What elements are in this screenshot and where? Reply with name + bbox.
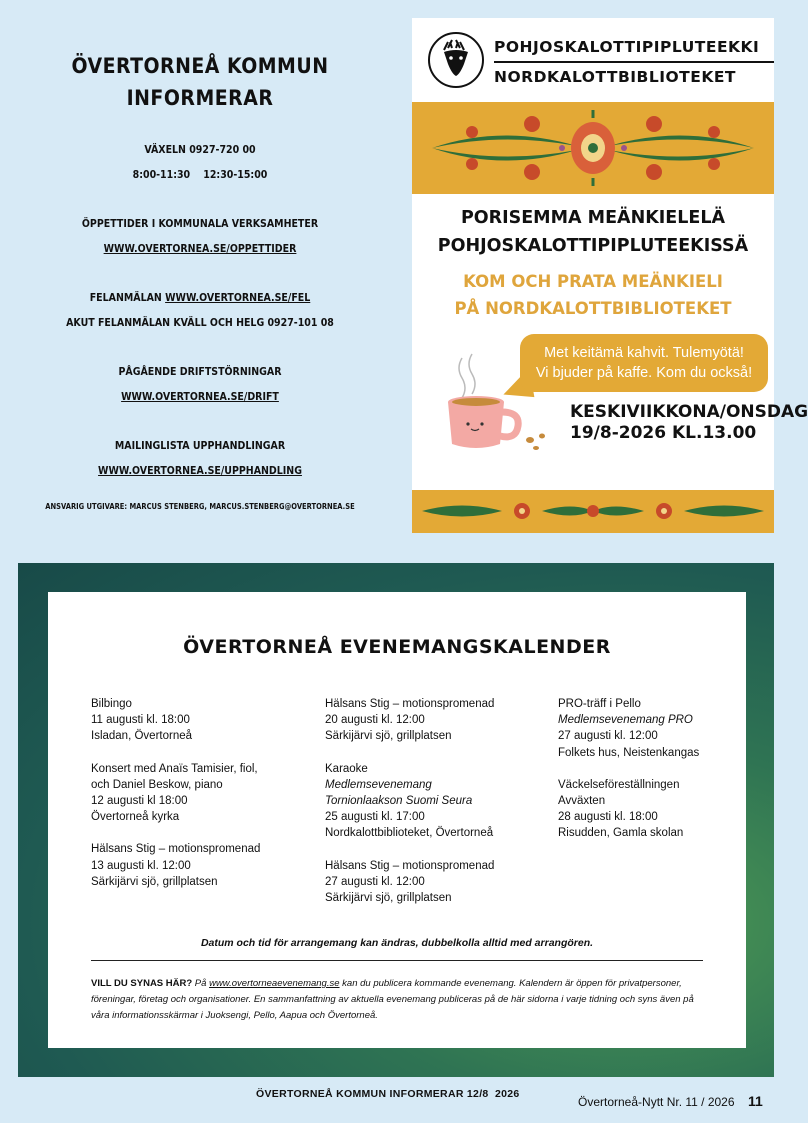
event-line: 11 augusti kl. 18:00 [91,714,190,727]
event-line-italic: Tornionlaakson Suomi Seura [325,795,473,808]
event-line: Avväxten [558,795,606,808]
logo-divider [494,61,774,63]
calendar-column-2 [325,696,540,922]
calendar-column-3 [558,696,738,858]
oppettider-label: ÖPPETTIDER I KOMMUNALA VERKSAMHETER [81,218,319,230]
poster-date-line2: 19/8-2026 KL.13.00 [570,423,757,443]
event-line: 27 augusti kl. 12:00 [558,730,658,743]
reindeer-logo-icon [428,32,484,88]
akut-felanmalan: AKUT FELANMÄLAN KVÄLL OCH HELG 0927-101 08 [66,317,334,329]
event-line: och Daniel Beskow, piano [91,778,223,791]
kommun-info [40,50,360,511]
upphandling-link[interactable]: WWW.OVERTORNEA.SE/UPPHANDLING [98,465,302,477]
event-line: 25 augusti kl. 17:00 [325,811,425,824]
page-number: 11 [748,1093,763,1109]
event-konsert [91,761,301,826]
poster-date-line1: KESKIVIIKKONA/ONSDAG [570,402,808,422]
event-line: Övertorneå kyrka [91,811,180,824]
poster-heading-fi-line1: PORISEMMA MEÄNKIELELÄ [460,208,726,228]
logo-text-sv: NORDKALOTTBIBLIOTEKET [494,68,737,86]
bubble-text-fi: Met keitämä kahvit. Tulemyötä! [544,345,744,361]
info-title-line2: INFORMERAR [126,86,274,110]
calendar-column-1 [91,696,301,906]
poster-heading-sv-line1: KOM OCH PRATA MEÄNKIELI [463,272,723,291]
event-line: Väckelseföreställningen [558,778,680,791]
synas-har-text [91,976,711,1024]
event-line: Hälsans Stig – motionspromenad [91,843,261,856]
event-vackelse [558,777,738,842]
logo-text-fi: POHJOSKALOTTIPIPLUTEEKKI [494,38,760,56]
event-line: Hälsans Stig – motionspromenad [325,698,495,710]
poster-heading-sv-line2: PÅ NORDKALOTTBIBLIOTEKET [454,299,732,318]
oppettider-link[interactable]: WWW.OVERTORNEA.SE/OPPETTIDER [103,243,297,255]
event-line: Isladan, Övertorneå [91,730,193,743]
event-line: Karaoke [325,762,368,775]
event-line: 13 augusti kl. 12:00 [91,859,191,872]
calendar-divider [91,960,703,961]
synas-heading: VILL DU SYNAS HÄR? [91,978,193,989]
mail-label: MAILINGLISTA UPPHANDLINGAR [114,440,286,452]
event-line: Folkets hus, Neistenkangas [558,746,700,759]
event-line-italic: Medlemsevenemang PRO [558,714,693,727]
event-line: Särkijärvi sjö, grillplatsen [91,875,218,888]
folk-ornament-band-top [412,102,774,194]
event-line: Bilbingo [91,698,132,710]
speech-bubble [520,334,768,392]
event-line: Särkijärvi sjö, grillplatsen [325,892,452,905]
event-line: PRO-träff i Pello [558,698,641,710]
event-halsans-stig-20 [325,696,540,745]
event-bilbingo [91,696,301,745]
felanmalan-link[interactable]: WWW.OVERTORNEA.SE/FEL [165,292,311,304]
ansvarig-utgivare: ANSVARIG UTGIVARE: MARCUS STENBERG, MARCUS.STENBERG@OVERTORNEA.SE [45,502,355,511]
poster-heading-fi-line2: POHJOSKALOTTIPIPLUTEEKISSÄ [437,236,749,256]
evenemang-link[interactable]: www.overtorneaevenemang.se [209,978,340,989]
event-halsans-stig-27 [325,858,540,907]
library-logo [428,30,768,92]
calendar-title: ÖVERTORNEÅ EVENEMANGSKALENDER [183,636,611,658]
event-line: Risudden, Gamla skolan [558,827,684,840]
drift-label: PÅGÅENDE DRIFTSTÖRNINGAR [118,366,282,378]
poster-heading-fi [412,204,774,260]
event-karaoke [325,761,540,842]
synas-pre: På [192,978,210,989]
event-calendar [48,592,746,1048]
opening-hours: 8:00-11:30 12:30-15:00 [132,169,268,181]
event-line-italic: Medlemsevenemang [325,778,432,791]
event-halsans-stig-13 [91,841,301,890]
bubble-text-sv: Vi bjuder på kaffe. Kom du också! [535,365,753,381]
calendar-note: Datum och tid för arrangemang kan ändras, dubbelkolla alltid med arrangören. [200,937,594,949]
poster-date [570,402,808,444]
poster-heading-sv [412,268,774,322]
synas-body: kan du publicera kommande evenemang. Kalendern är öppen för privatpersoner, föreningar, företag och organisationer. En sammanfattning av aktuella evenemang publiceras på de här sidorna i varje tidning och syns även på våra informationsskärmar i Juoksengi, Pello, Aapua och Övertorneå. [91,978,694,1021]
event-line: Nordkalottbiblioteket, Övertorneå [325,827,494,840]
drift-link[interactable]: WWW.OVERTORNEA.SE/DRIFT [121,391,279,403]
event-pro-traff [558,696,738,761]
event-line: 20 augusti kl. 12:00 [325,714,425,727]
event-line: 12 augusti kl 18:00 [91,795,188,808]
footer-publication: Övertorneå-Nytt Nr. 11 / 2026 [578,1095,735,1109]
event-line: Konsert med Anaïs Tamisier, fiol, [91,762,258,775]
event-line: 27 augusti kl. 12:00 [325,875,425,888]
footer-center: ÖVERTORNEÅ KOMMUN INFORMERAR 12/8 2026 [256,1088,520,1100]
event-line: Hälsans Stig – motionspromenad [325,859,495,872]
library-poster [412,18,808,533]
vaxeln-number: VÄXELN 0927-720 00 [144,144,256,156]
info-title-line1: ÖVERTORNEÅ KOMMUN [71,54,329,78]
event-line: 28 augusti kl. 18:00 [558,811,658,824]
felanmalan-label: FELANMÄLAN [89,292,166,304]
folk-ornament-band-bottom [412,490,774,533]
event-line: Särkijärvi sjö, grillplatsen [325,730,452,743]
